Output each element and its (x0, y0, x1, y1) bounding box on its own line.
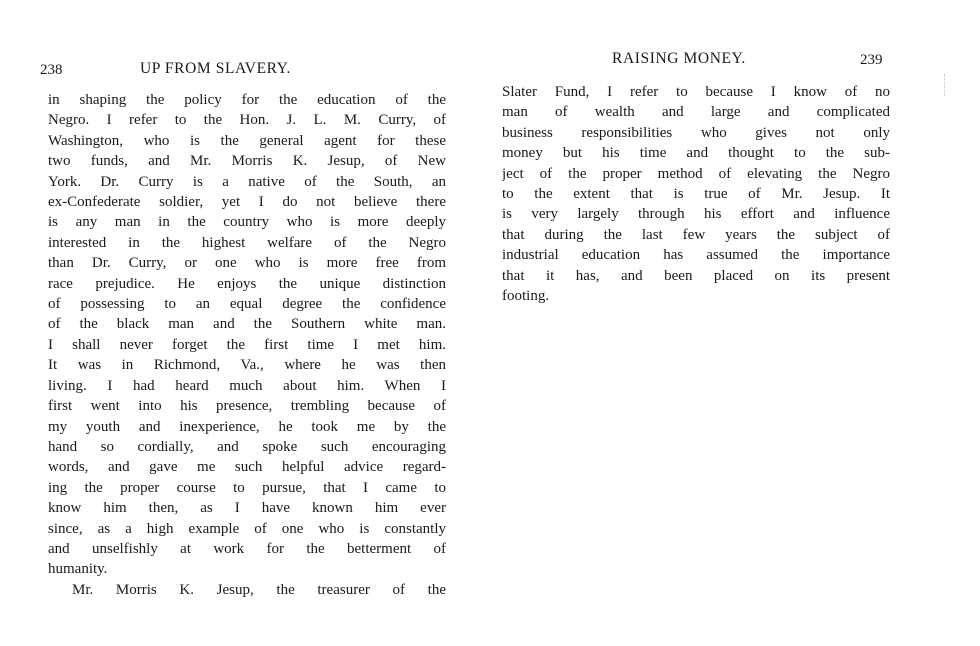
text-line: know him then, as I have known him ever (48, 500, 446, 517)
left-body-text (48, 90, 446, 600)
right-body-text (502, 82, 890, 306)
text-line: industrial education has assumed the importance (502, 247, 890, 264)
text-line: that during the last few years the subject of (502, 226, 890, 243)
text-line: ex-Confederate soldier, yet I do not believe there (48, 194, 446, 211)
text-line: Negro. I refer to the Hon. J. L. M. Curry, of (48, 112, 446, 129)
text-line: Mr. Morris K. Jesup, the treasurer of the (72, 581, 446, 598)
text-line: of possessing to an equal degree the confidence (48, 296, 446, 313)
text-line: business responsibilities who gives not only (502, 124, 890, 141)
text-line: two funds, and Mr. Morris K. Jesup, of New (48, 153, 446, 170)
right-running-head: RAISING MONEY. (612, 50, 746, 67)
right-page-number: 239 (860, 52, 883, 68)
text-line: words, and gave me such helpful advice regard- (48, 459, 446, 476)
text-line: hand so cordially, and spoke such encouraging (48, 438, 446, 455)
text-line: than Dr. Curry, or one who is more free from (48, 255, 446, 272)
text-line: money but his time and thought to the sub- (502, 145, 890, 162)
text-line: that it has, and been placed on its present (502, 267, 890, 284)
left-page-number: 238 (40, 62, 63, 78)
text-line: race prejudice. He enjoys the unique distinction (48, 275, 446, 292)
text-line: It was in Richmond, Va., where he was then (48, 357, 446, 374)
text-line: interested in the highest welfare of the Negro (48, 234, 446, 251)
text-line: is any man in the country who is more deeply (48, 214, 446, 231)
text-line: and unselfishly at work for the betterment of (48, 540, 446, 557)
text-line: man of wealth and large and complicated (502, 104, 890, 121)
text-line: of the black man and the Southern white man. (48, 316, 446, 333)
text-line: is very largely through his effort and influence (502, 206, 890, 223)
text-line: ject of the proper method of elevating the Negro (502, 165, 890, 182)
text-line: since, as a high example of one who is constantly (48, 520, 446, 537)
text-line: York. Dr. Curry is a native of the South, an (48, 173, 446, 190)
text-line: my youth and inexperience, he took me by the (48, 418, 446, 435)
text-line: Slater Fund, I refer to because I know of no (502, 84, 890, 100)
text-line: Washington, who is the general agent for these (48, 132, 446, 149)
text-line: in shaping the policy for the education of the (48, 92, 446, 108)
text-line: first went into his presence, trembling because of (48, 398, 446, 415)
text-line: humanity. (48, 561, 108, 578)
text-line: living. I had heard much about him. When I (48, 377, 446, 394)
text-line: I shall never forget the first time I met him. (48, 336, 446, 353)
margin-scan-mark (944, 74, 947, 96)
left-running-head: UP FROM SLAVERY. (140, 60, 292, 77)
text-line: ing the proper course to pursue, that I came to (48, 479, 446, 496)
text-line: footing. (502, 288, 550, 305)
text-line: to the extent that is true of Mr. Jesup. It (502, 186, 890, 203)
